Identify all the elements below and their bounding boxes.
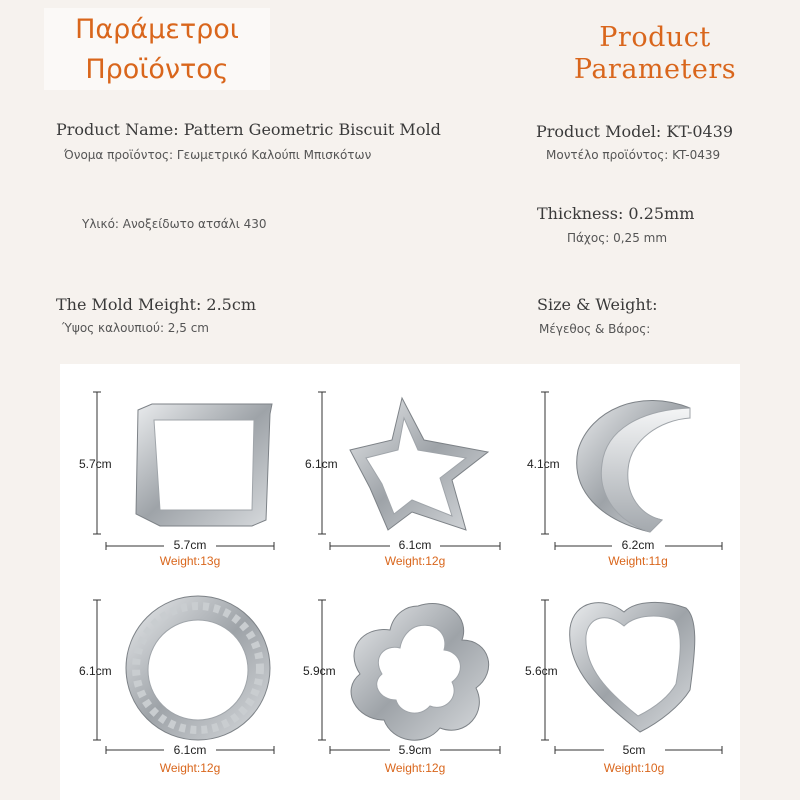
page-title-english-line2: Parameters — [573, 54, 737, 85]
mold-3-width: 6.2cm — [621, 538, 655, 552]
mold-4-height: 6.1cm — [79, 664, 112, 678]
product-model-en: Product Model: KT-0439 — [536, 122, 734, 141]
mold-4-weight: Weight:12g — [159, 761, 221, 775]
star-icon — [350, 398, 488, 530]
mold-5-weight: Weight:12g — [384, 761, 446, 775]
mold-4-width: 6.1cm — [173, 743, 207, 757]
mold-5-height: 5.9cm — [303, 664, 336, 678]
mold-5-width: 5.9cm — [398, 743, 432, 757]
product-model-gr: Μοντέλο προϊόντος: KT-0439 — [546, 148, 721, 162]
material-gr: Υλικό: Ανοξείδωτο ατσάλι 430 — [82, 217, 267, 231]
heart-icon — [570, 602, 695, 732]
square-icon — [136, 404, 272, 526]
page-title-greek-line2: Προϊόντος — [85, 54, 229, 85]
product-name-en: Product Name: Pattern Geometric Biscuit Mold — [56, 120, 441, 139]
moon-icon — [577, 400, 690, 532]
mold-6-height: 5.6cm — [525, 664, 558, 678]
mold-2-weight: Weight:12g — [384, 554, 446, 568]
page-title-english-line1: Product — [599, 22, 711, 53]
size-weight-gr: Μέγεθος & Βάρος: — [539, 322, 651, 336]
mold-6-width: 5cm — [622, 743, 646, 757]
mold-2-width: 6.1cm — [398, 538, 432, 552]
size-weight-en: Size & Weight: — [537, 295, 658, 314]
mold-height-en: The Mold Meight: 2.5cm — [56, 295, 256, 314]
thickness-gr: Πάχος: 0,25 mm — [567, 231, 668, 245]
mold-1-weight: Weight:13g — [159, 554, 221, 568]
fluted-circle-icon — [126, 596, 270, 740]
mold-3-weight: Weight:11g — [608, 554, 668, 568]
flower-icon — [351, 604, 489, 741]
mold-1-width: 5.7cm — [173, 538, 207, 552]
thickness-en: Thickness: 0.25mm — [537, 204, 695, 223]
mold-3-height: 4.1cm — [527, 457, 560, 471]
mold-6-weight: Weight:10g — [603, 761, 665, 775]
product-name-gr: Όνομα προϊόντος: Γεωμετρικό Καλούπι Μπισκότων — [64, 148, 372, 162]
mold-1-height: 5.7cm — [79, 457, 112, 471]
mold-2-height: 6.1cm — [305, 457, 338, 471]
page-title-greek-line1: Παράμετροι — [75, 14, 239, 45]
mold-height-gr: Ύψος καλουπιού: 2,5 cm — [62, 321, 209, 335]
